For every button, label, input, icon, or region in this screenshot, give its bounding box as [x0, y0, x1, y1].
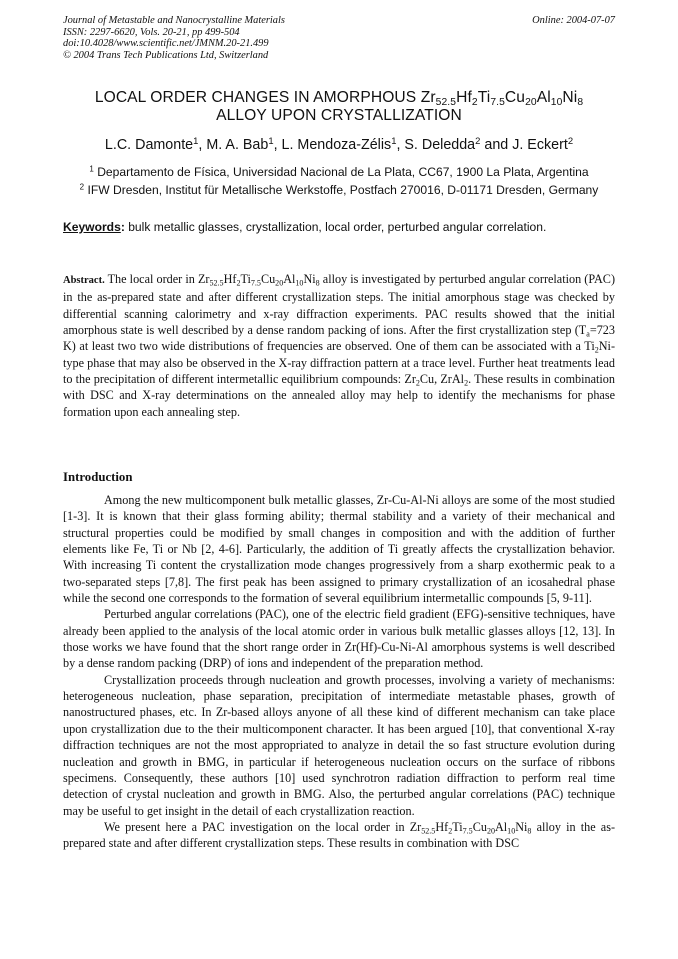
keywords-label: Keywords	[63, 220, 121, 234]
paragraph: Among the new multicomponent bulk metallic glasses, Zr-Cu-Al-Ni alloys are some of the most studied [1-3]. It is known that their glass forming ability; thermal stability and a variety of their mechanical and structural properties could be modified by small changes in composition and with the addition of further elements like Fe, Ti or Nb [2, 4-6]. Particularly, the addition of Ti greatly affects the crystallization behavior. With increasing Ti content the crystallization mode changes progressively from a sharp exothermic peak to a two-separated steps [7,8]. The first peak has been assigned to primary crystallization of an icosahedral phase while the second one corresponds to the formation of several equilibrium intermetallic compounds [5, 9-11].	[63, 493, 615, 606]
paragraph: Perturbed angular correlations (PAC), one of the electric field gradient (EFG)-sensitive techniques, have already been applied to the analysis of the local atomic order in various bulk metallic glasses alloys [12, 13]. In those works we have found that the short range order in Zr(Hf)-Cu-Ni-Al amorphous systems is well described by a dense random packing (DRP) of ions and independent of the preparation method.	[63, 607, 615, 671]
affiliation-2: $^2$ IFW Dresden, Institut für Metallische Werkstoffe, Postfach 270016, D-01171 Dresden, Germany	[79, 182, 599, 197]
author-name: M. A. Bab	[206, 137, 269, 153]
abstract-label: Abstract.	[63, 275, 105, 286]
issn-line: ISSN: 2297-6620, Vols. 20-21, pp 499-504	[63, 26, 240, 38]
doi-line: doi:10.4028/www.scientific.net/JMNM.20-21.499	[63, 38, 269, 50]
journal-header	[63, 15, 285, 61]
author-name: J. Eckert	[512, 137, 568, 153]
alloy-formula: $Zr_{52.5}Hf_2Ti_{7.5}Cu_{20}Al_{10}Ni_8$	[420, 89, 584, 108]
affiliation-1: $^1$ Departamento de Física, Universidad Nacional de La Plata, CC67, 1900 La Plata, Argentina	[89, 164, 589, 179]
paragraph: Crystallization proceeds through nucleation and growth processes, involving a variety of mechanisms: heterogeneous nucleation, phase separation, precipitation of intermediate metastable phases, growth of nanostructured phases, etc. In Zr-based alloys anyone of all these kind of different mechanism can take place upon crystallization due to the their multicomponent character. It has been argued [10], that conventional X-ray diffraction techniques are not the most appropriated to analyze in detail the so fast structure evolution during nucleation and growth in BMG, in particular if heterogeneous nucleation occurs on the surface of ribbons specimens. Consequently, these authors [10] used synchrotron radiation diffraction to perform real time detection of crystal nucleation and growth in BMG. Also, the perturbed angular correlations (PAC) technique may be useful to get insight in the detail of each crystallization reaction.	[63, 672, 615, 818]
paper-title	[40, 89, 638, 125]
keywords-text: bulk metallic glasses, crystallization, local order, perturbed angular correlation.	[124, 220, 547, 234]
alloy-formula: $Zr_{52.5}Hf_2Ti_{7.5}Cu_{20}Al_{10}Ni_8$	[409, 819, 532, 836]
alloy-formula: $Zr_{52.5}Hf_2Ti_{7.5}Cu_{20}Al_{10}Ni_8$	[197, 272, 320, 288]
paragraph: We present here a PAC investigation on the local order in $Zr_{52.5}Hf_2Ti_{7.5}Cu_{20}Al_{10}Ni_8$ alloy in the as-prepared state and after different crystallization steps. These results in combination with DSC	[63, 819, 616, 851]
copyright-line: © 2004 Trans Tech Publications Ltd, Switzerland	[63, 49, 269, 61]
author-list: L.C. Damonte$^1$, M. A. Bab$^1$, L. Mendoza-Zélis$^1$, S. Deledda$^2$ and J. Eckert$^2$	[104, 134, 574, 153]
title-line-2: ALLOY UPON CRYSTALLIZATION	[216, 107, 462, 124]
journal-name: Journal of Metastable and Nanocrystalline Materials	[63, 15, 285, 26]
keywords-line: Keywords: bulk metallic glasses, crystallization, local order, perturbed angular correlation.	[63, 220, 547, 234]
online-date: Online: 2004-07-07	[532, 15, 615, 26]
author-name: S. Deledda	[404, 137, 476, 153]
abstract: Abstract. The local order in $Zr_{52.5}Hf_2Ti_{7.5}Cu_{20}Al_{10}Ni_8$ alloy is investigated by perturbed angular correlation (PAC) in the as-prepared state and after different crystallization steps. The initial amorphous stage was checked by differential scanning calorimetry and x-ray diffraction experiments. PAC results showed that the initial amorphous state is well described by a dense random packing of ions. After the first crystallization step ($T_a=723$ K) at least two two wide distributions of frequencies are observed. One of them can be associated with a $Ti_2Ni$-type phase that may also be observed in the X-ray diffraction pattern at a trace level. Further heat treatments lead to the precipitation of different intermetallic equilibrium compounds: $Zr_2Cu$, ZrAl$_2$. These results in combination with DSC and X-ray determinations on the annealed alloy may help to identify the mechanisms for phase formation upon each annealing step.	[63, 272, 615, 419]
author-name: L.C. Damonte	[104, 137, 194, 153]
introduction-body	[63, 492, 615, 852]
author-name: L. Mendoza-Zélis	[281, 137, 392, 153]
section-heading-introduction: Introduction	[63, 470, 133, 484]
title-line-1: LOCAL ORDER CHANGES IN AMORPHOUS $Zr_{52.5}Hf_2Ti_{7.5}Cu_{20}Al_{10}Ni_8$	[94, 89, 584, 108]
